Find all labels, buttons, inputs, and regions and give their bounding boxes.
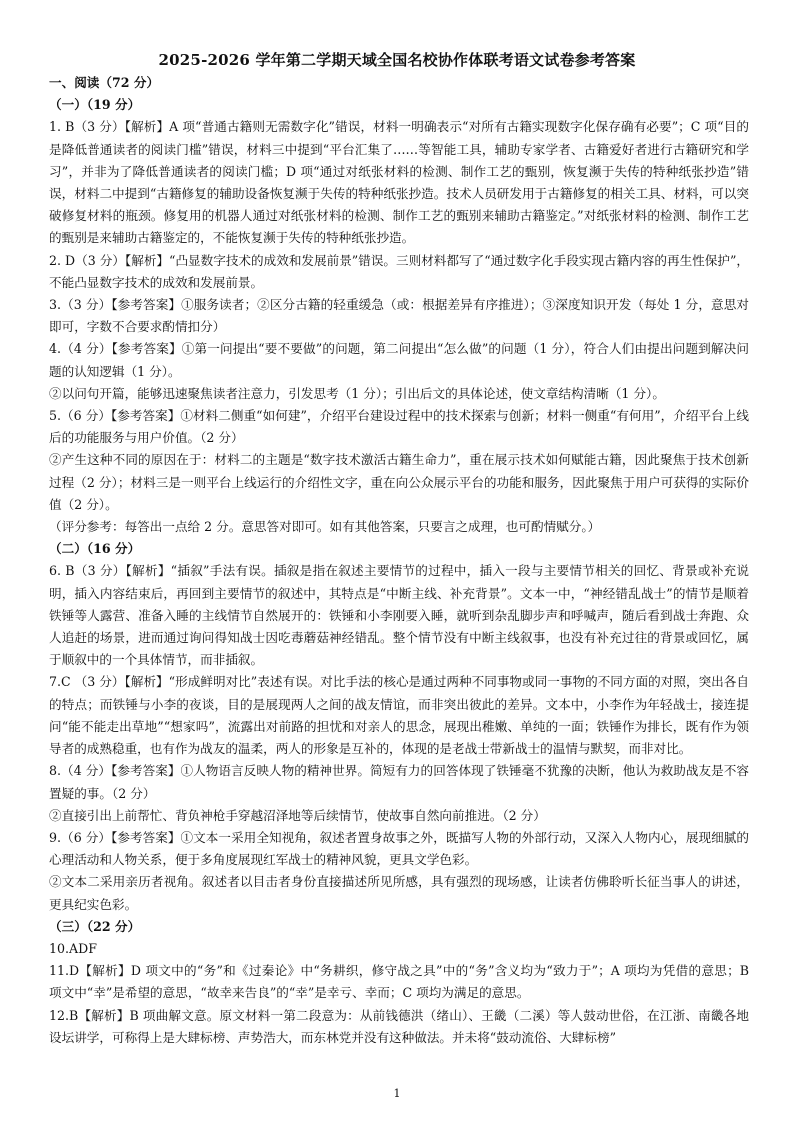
answer-q5-part1: 5.（6 分）【参考答案】①材料二侧重“如何建”，介绍平台建设过程中的技术探索与创新；材料一侧重“有何用”，介绍平台上线后的功能服务与用户价值。（2 分）	[49, 408, 749, 446]
answer-q5-part2: ②产生这种不同的原因在于：材料二的主题是“数字技术激活古籍生命力”，重在展示技术如何赋能古籍，因此聚焦于技术创新过程（2 分）；材料三是一则平台上线运行的介绍性文字，重在向公众展示平台的功能和服务，因此聚焦于用户可获得的实际价值（2 分）。	[49, 452, 749, 512]
section-heading-reading: 一、阅读（72 分）	[49, 75, 160, 90]
document-body	[49, 72, 749, 1049]
answer-q3: 3.（3 分）【参考答案】①服务读者；②区分古籍的轻重缓急（或：根据差异有序推进）；③深度知识开发（每处 1 分，意思对即可，字数不合要求酌情扣分）	[49, 297, 749, 335]
subsection-heading-2: （二）（16 分）	[49, 541, 141, 557]
answer-q6: 6. B（3 分）【解析】“插叙”手法有误。插叙是指在叙述主要情节的过程中，插入一段与主要情节相关的回忆、背景或补充说明，插入内容结束后，再回到主要情节的叙述中，其特点是“中断主线、补充背景”。文本一中，“神经错乱战士”的情节是顺着铁锤等人露营、准备入睡的主线情节自然展开的：铁锤和小李刚要入睡，就听到杂乱脚步声和呼喊声，随后看到战士奔跑、众人追赶的场景，进而通过询问得知战士因吃毒蘑菇神经错乱。整个情节没有中断主线叙事，也没有补充过往的背景或回忆，属于顺叙中的一个具体情节，而非插叙。	[49, 563, 749, 668]
answer-q7: 7.C （3 分）【解析】“形成鲜明对比”表述有误。对比手法的核心是通过两种不同事物或同一事物的不同方面的对照，突出各自的特点；而铁锤与小李的夜谈，目的是展现两人之间的战友情谊，而非突出彼此的差异。文本中，小李作为年轻战士，接连提问“能不能走出草地”“想家吗”，流露出对前路的担忧和对亲人的思念，展现出稚嫩、单纯的一面；铁锤作为排长，既有作为领导者的成熟稳重，也有作为战友的温柔，两人的形象是互补的，体现的是老战士带新战士的温情与默契，而非对比。	[49, 674, 749, 757]
page-number: 1	[393, 1087, 401, 1100]
answer-q12: 12.B【解析】B 项曲解文意。原文材料一第二段意为：从前钱德洪（绪山）、王畿（二溪）等人鼓动世俗，在江浙、南畿各地设坛讲学，可称得上是大肆标榜、声势浩大，而东林党并没有这种做法。并未将“鼓动流俗、大肆标榜”	[49, 1007, 749, 1045]
answer-q8-part1: 8.（4 分）【参考答案】①人物语言反映人物的精神世界。简短有力的回答体现了铁锤毫不犹豫的决断，他认为救助战友是不容置疑的事。（2 分）	[49, 763, 749, 801]
answer-q9-part2: ②文本二采用亲历者视角。叙述者以目击者身份直接描述所见所感，具有强烈的现场感，让读者仿佛聆听长征当事人的讲述，更具纪实色彩。	[49, 874, 749, 912]
document-title: 2025-2026 学年第二学期天域全国名校协作体联考语文试卷参考答案	[158, 51, 636, 69]
scoring-note: （评分参考：每答出一点给 2 分。意思答对即可。如有其他答案，只要言之成理，也可酌情赋分。）	[49, 519, 601, 535]
answer-q4-part1: 4.（4 分）【参考答案】①第一问提出“要不要做”的问题，第二问提出“怎么做”的问题（1 分），符合人们由提出问题到解决问题的认知逻辑（1 分）。	[49, 341, 749, 379]
subsection-heading-3: （三）（22 分）	[49, 918, 141, 934]
answer-q9-part1: 9.（6 分）【参考答案】①文本一采用全知视角，叙述者置身故事之外，既描写人物的外部行动，又深入人物内心，展现细腻的心理活动和人物关系，便于多角度展现红军战士的精神风貌，更具文学色彩。	[49, 829, 749, 868]
answer-q11: 11.D【解析】D 项文中的“务”和《过秦论》中“务耕织，修守战之具”中的“务”含义均为“致力于”；A 项均为凭借的意思；B 项文中“幸”是希望的意思，“故幸来告良”的“幸”是幸亏、幸而；C 项均为满足的意思。	[49, 963, 749, 1001]
answer-q4-part2: ②以问句开篇，能够迅速聚焦读者注意力，引发思考（1 分）；引出后文的具体论述，使文章结构清晰（1 分）。	[49, 385, 665, 401]
answer-q1: 1. B（3 分）【解析】A 项“普通古籍则无需数字化”错误，材料一明确表示“对所有古籍实现数字化保存确有必要”；C 项“目的是降低普通读者的阅读门槛”错误，材料三中提到“平台汇集了……等智能工具，辅助专家学者、古籍爱好者进行古籍研究和学习”，并非为了降低普通读者的阅读门槛；D 项“通过对纸张材料的检测、制作工艺的甄别，恢复濒于失传的特种纸张抄造”错误，材料二中提到“古籍修复的辅助设备恢复濒于失传的特种纸张抄造。技术人员研发用于古籍修复的相关工具、材料，可以突破修复材料的瓶颈。修复用的机器人通过对纸张材料的检测、制作工艺的甄别来辅助古籍鉴定。”对纸张材料的检测、制作工艺的甄别是来辅助古籍鉴定的，不能恢复濒于失传的特种纸张抄造。	[49, 119, 749, 246]
subsection-heading-1: （一）（19 分）	[49, 97, 141, 113]
answer-q8-part2: ②直接引出上前帮忙、背负神枪手穿越沼泽地等后续情节，使故事自然向前推进。（2 分）	[49, 807, 546, 823]
answer-q2: 2. D（3 分）【解析】“凸显数字技术的成效和发展前景”错误。三则材料都写了“通过数字化手段实现古籍内容的再生性保护”，不能凸显数字技术的成效和发展前景。	[49, 252, 749, 290]
answer-q10: 10.ADF	[49, 940, 97, 956]
